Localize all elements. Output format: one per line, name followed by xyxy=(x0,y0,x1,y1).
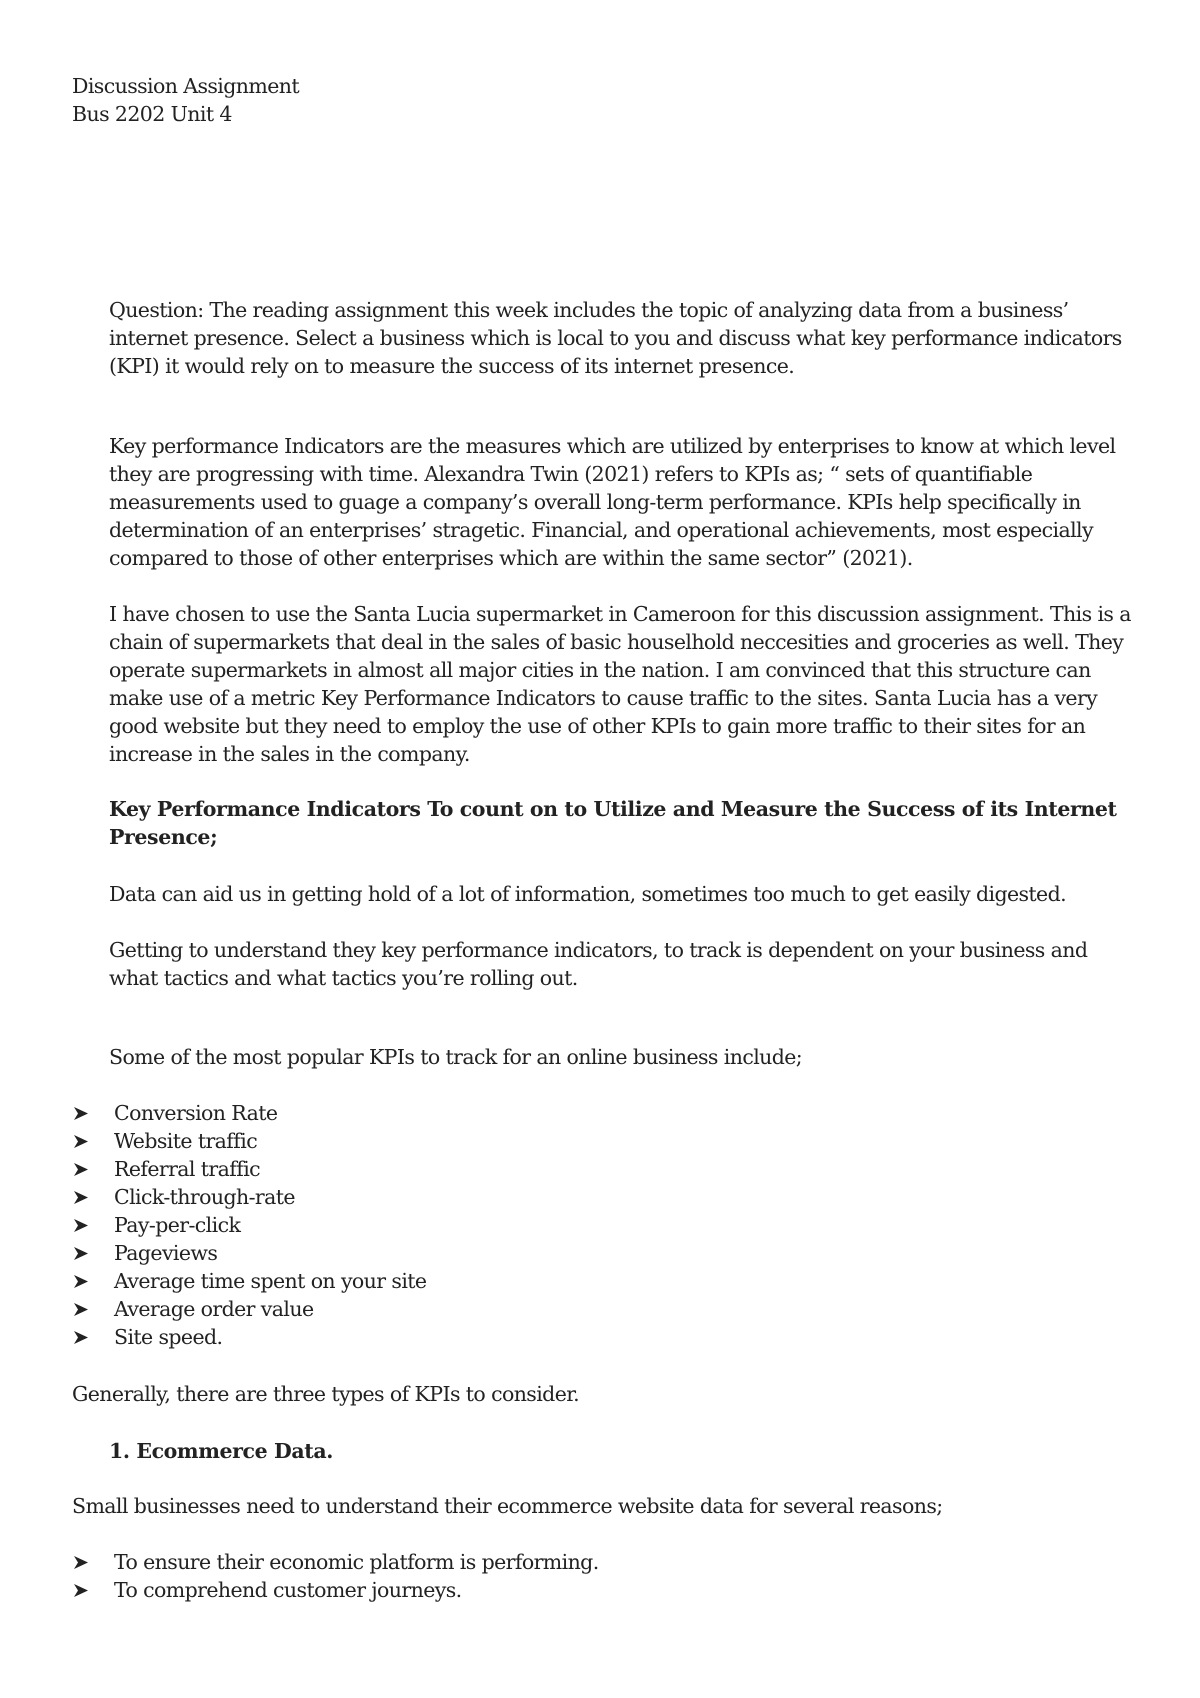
data-paragraph: Data can aid us in getting hold of a lot of information, sometimes too much to get easily digested. xyxy=(109,882,1067,906)
kpi-definition-paragraph: Key performance Indicators are the measures which are utilized by enterprises to know at which level they are progressing with time. Alexandra Twin (2021) refers to KPIs as; “ sets of quantifiable measurements used to guage a company’s overall long-term performance. KPIs help specifically in determination of an enterprises’ stragetic. Financial, and operational achievements, most especially compared to those of other enterprises which are within the same sector” (2021). xyxy=(109,434,1116,570)
arrow-bullet-icon xyxy=(74,1219,88,1232)
ecommerce-intro: Small businesses need to understand their ecommerce website data for several reasons; xyxy=(72,1494,943,1518)
course-unit: Bus 2202 Unit 4 xyxy=(72,102,232,126)
arrow-bullet-icon xyxy=(74,1584,88,1597)
list-item: Pageviews xyxy=(72,1239,426,1267)
list-item: Conversion Rate xyxy=(72,1099,426,1127)
document-header xyxy=(72,72,672,128)
list-item: Site speed. xyxy=(72,1323,426,1351)
ecommerce-data-heading: 1. Ecommerce Data. xyxy=(109,1439,333,1463)
understanding-kpis-paragraph: Getting to understand they key performance indicators, to track is dependent on your business and what tactics and what tactics you’re rolling out. xyxy=(109,938,1088,990)
list-item: Average order value xyxy=(72,1295,426,1323)
list-item: To comprehend customer journeys. xyxy=(72,1576,599,1604)
arrow-bullet-icon xyxy=(74,1247,88,1260)
arrow-bullet-icon xyxy=(74,1303,88,1316)
list-item: Average time spent on your site xyxy=(72,1267,426,1295)
arrow-bullet-icon xyxy=(74,1191,88,1204)
list-item: To ensure their economic platform is performing. xyxy=(72,1548,599,1576)
assignment-title: Discussion Assignment xyxy=(72,74,299,98)
kpi-section-heading: Key Performance Indicators To count on to Utilize and Measure the Success of its Internet Presence; xyxy=(109,797,1117,849)
kpi-types-intro: Generally, there are three types of KPIs to consider. xyxy=(72,1382,580,1406)
list-item: Referral traffic xyxy=(72,1155,426,1183)
arrow-bullet-icon xyxy=(74,1331,88,1344)
arrow-bullet-icon xyxy=(74,1556,88,1569)
arrow-bullet-icon xyxy=(74,1163,88,1176)
list-item: Website traffic xyxy=(72,1127,426,1155)
question-paragraph: Question: The reading assignment this week includes the topic of analyzing data from a business’ internet presence. Select a business which is local to you and discuss what key performance indicators (KPI) it would rely on to measure the success of its internet presence. xyxy=(109,298,1122,378)
santa-lucia-paragraph: I have chosen to use the Santa Lucia supermarket in Cameroon for this discussion assignment. This is a chain of supermarkets that deal in the sales of basic houselhold neccesities and groceries as well. They operate supermarkets in almost all major cities in the nation. I am convinced that this structure can make use of a metric Key Performance Indicators to cause traffic to the sites. Santa Lucia has a very good website but they need to employ the use of other KPIs to gain more traffic to their sites for an increase in the sales in the company. xyxy=(109,602,1131,766)
arrow-bullet-icon xyxy=(74,1135,88,1148)
list-item: Pay-per-click xyxy=(72,1211,426,1239)
ecommerce-reasons-list xyxy=(72,1548,599,1604)
arrow-bullet-icon xyxy=(74,1107,88,1120)
kpi-list xyxy=(72,1099,426,1351)
popular-kpis-intro: Some of the most popular KPIs to track for an online business include; xyxy=(109,1045,803,1069)
list-item: Click-through-rate xyxy=(72,1183,426,1211)
arrow-bullet-icon xyxy=(74,1275,88,1288)
